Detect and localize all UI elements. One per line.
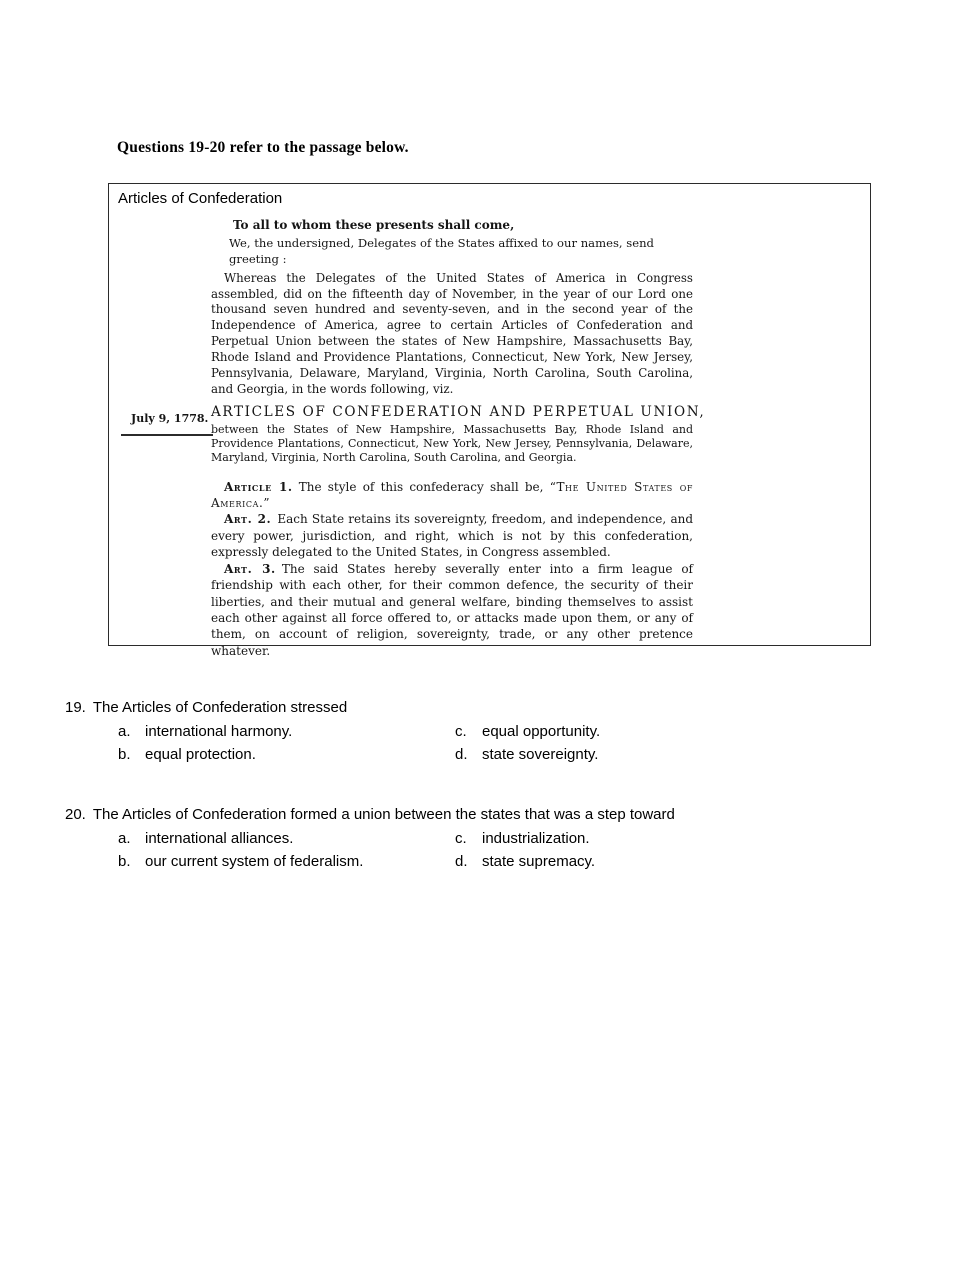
question-19-text: The Articles of Confederation stressed [92, 699, 348, 716]
option-text: state sovereignty. [482, 746, 599, 763]
article-2-label: Art. 2. [224, 512, 272, 527]
article-3-label: Art. 3. [224, 561, 276, 576]
option-letter: d. [455, 853, 468, 870]
question-20-stem [65, 806, 675, 823]
option-text: international harmony. [145, 723, 293, 740]
question-19-number: 19. [65, 699, 86, 716]
passage-article-3 [211, 561, 693, 659]
question-20-number: 20. [65, 806, 86, 823]
passage-title: Articles of Confederation [118, 190, 283, 207]
passage-date-note [121, 412, 213, 436]
passage-article-1 [211, 479, 693, 512]
article-2-text: Each State retains its sovereignty, freedom, and independence, and every power, jurisdiction, and right, which is not by this confederation, expressly delegated to the United States, in Congress assembled. [211, 512, 694, 560]
passage-heading: ARTICLES OF CONFEDERATION AND PERPETUAL UNION, [211, 403, 706, 420]
question-19 [65, 699, 600, 769]
question-19-option-a [118, 723, 455, 740]
question-20-option-d [455, 853, 675, 870]
passage-preamble: Whereas the Delegates of the United States of America in Congress assembled, did on the fifteenth day of November, in the year of our Lord one thousand seven hundred and seventy-seven, and in the second year of the Independence of America, agree to certain Articles of Confederation and Perpetual Union between the states of New Hampshire, Massachusetts Bay, Rhode Island and Providence Plantations, Connecticut, New York, New Jersey, Pennsylvania, Delaware, Maryland, Virginia, North Carolina, South Carolina, and Georgia, in the words following, viz. [211, 270, 693, 396]
question-20-options [118, 830, 675, 876]
passage-subheading: between the States of New Hampshire, Massachusetts Bay, Rhode Island and Providence Plantations, Connecticut, New York, New Jersey, Pennsylvania, Delaware, Maryland, Virginia, North Carolina, South Carolina, and Georgia. [211, 423, 693, 465]
option-text: equal protection. [145, 746, 256, 763]
question-19-option-c [455, 723, 600, 740]
question-19-option-b [118, 746, 455, 763]
question-20-option-a [118, 830, 455, 847]
option-letter: c. [455, 830, 467, 847]
passage-article-2 [211, 511, 693, 560]
option-letter: b. [118, 853, 131, 870]
option-text: state supremacy. [482, 853, 596, 870]
article-3-text: The said States hereby severally enter into a firm league of friendship with each other, for their common defence, the security of their liberties, and their mutual and general welfare, binding themselves to assist each other against all force offered to, or attacks made upon them, or any of them, on account of religion, sovereignty, trade, or any other pretence whatever. [211, 561, 693, 658]
article-1-label: Article 1. [224, 479, 293, 494]
option-letter: c. [455, 723, 467, 740]
instruction-heading: Questions 19-20 refer to the passage below. [117, 139, 409, 156]
option-letter: a. [118, 830, 131, 847]
question-20 [65, 806, 675, 876]
question-19-stem [65, 699, 600, 716]
passage-scan [211, 217, 706, 659]
option-letter: a. [118, 723, 131, 740]
passage-date-text: July 9, 1778. [131, 412, 209, 425]
option-letter: b. [118, 746, 131, 763]
question-20-option-c [455, 830, 675, 847]
option-letter: d. [455, 746, 468, 763]
option-text: our current system of federalism. [145, 853, 364, 870]
question-20-text: The Articles of Confederation formed a union between the states that was a step toward [92, 806, 675, 823]
option-text: equal opportunity. [482, 723, 601, 740]
question-20-option-b [118, 853, 455, 870]
passage-box [108, 183, 871, 658]
question-19-options [118, 723, 600, 769]
passage-greeting: We, the undersigned, Delegates of the States affixed to our names, send greeting : [229, 236, 654, 267]
option-text: industrialization. [482, 830, 590, 847]
article-1-text: The style of this confederacy shall be, [298, 479, 550, 494]
article-1-name: “The United States of America.” [211, 479, 693, 511]
passage-salutation: To all to whom these presents shall come, [233, 218, 515, 232]
option-text: international alliances. [145, 830, 294, 847]
question-19-option-d [455, 746, 600, 763]
